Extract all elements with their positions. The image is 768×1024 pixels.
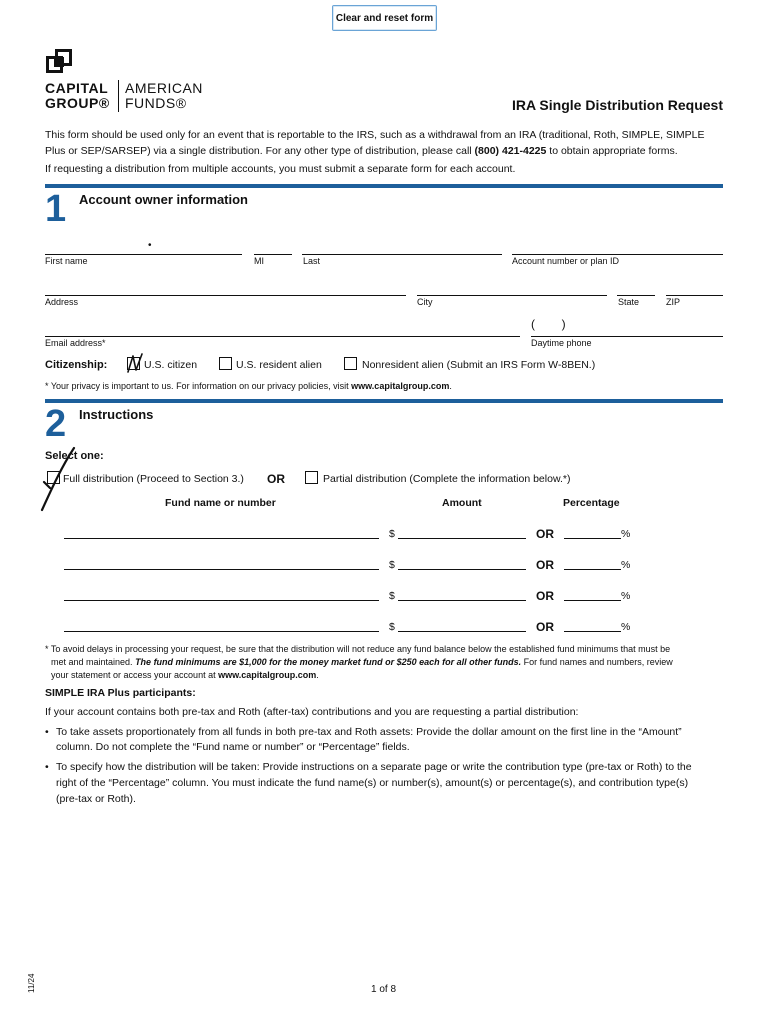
intro-line-2-text: Plus or SEP/SARSEP) via a single distribution. For any other type of distribution, please call (45, 145, 475, 157)
daytime-phone-field[interactable] (531, 336, 723, 337)
fund-name-field[interactable] (64, 569, 379, 570)
address-field[interactable] (45, 295, 406, 296)
fund-name-field[interactable] (64, 631, 379, 632)
form-title: IRA Single Distribution Request (511, 97, 723, 113)
partial-distribution-checkbox[interactable] (305, 471, 318, 484)
privacy-note (45, 380, 725, 393)
privacy-link[interactable]: www.capitalgroup.com (351, 381, 450, 391)
bullet-dot: • (45, 761, 49, 773)
partial-distribution-label: Partial distribution (Complete the information below.*) (323, 473, 571, 485)
city-label: City (417, 297, 433, 307)
address-label: Address (45, 297, 79, 307)
daytime-phone-label: Daytime phone (531, 338, 592, 348)
amount-field[interactable] (398, 631, 526, 632)
section-2-rule (45, 399, 723, 403)
row-or-label: OR (536, 527, 554, 541)
logo-american: AMERICAN (125, 80, 203, 96)
percentage-field[interactable] (564, 631, 621, 632)
logo-capital: CAPITAL (45, 80, 109, 96)
citizenship-label: Citizenship: (45, 359, 108, 371)
phone-number: (800) 421-4225 (474, 145, 547, 157)
state-field[interactable] (617, 295, 655, 296)
row-or-label: OR (536, 620, 554, 634)
row-or-label: OR (536, 589, 554, 603)
fund-name-field[interactable] (64, 538, 379, 539)
section-2-title: Instructions (79, 407, 154, 422)
date-code: 11/24 (27, 973, 36, 993)
bullet-2-line-2: right of the “Percentage” column. You must indicate the fund name(s) or number(s), amount(s) or percentage(s), and contribution type(s) (56, 777, 689, 789)
dollar-sign: $ (389, 528, 395, 540)
first-name-field[interactable] (45, 254, 242, 255)
intro-line-2 (45, 144, 735, 160)
footnote-text-end: For fund names and numbers, review (521, 657, 673, 667)
percentage-field[interactable] (564, 569, 621, 570)
percent-sign: % (621, 590, 631, 602)
last-name-field[interactable] (302, 254, 502, 255)
footnote-text: met and maintained. (51, 657, 136, 667)
bullet-dot: • (45, 726, 49, 738)
fund-name-field[interactable] (64, 600, 379, 601)
percentage-column-header: Percentage (563, 497, 620, 509)
amount-field[interactable] (398, 538, 526, 539)
capital-group-logo-icon (46, 49, 72, 75)
us-citizen-label: U.S. citizen (144, 359, 198, 371)
logo-funds: FUNDS® (125, 95, 187, 111)
footnote-text: your statement or access your account at (51, 670, 219, 680)
state-label: State (618, 297, 640, 307)
dollar-sign: $ (389, 621, 395, 633)
first-name-value: • (148, 240, 152, 251)
amount-field[interactable] (398, 600, 526, 601)
mi-field[interactable] (254, 254, 292, 255)
phone-area-code-parens: ( ) (531, 317, 566, 331)
nonresident-alien-label: Nonresident alien (Submit an IRS Form W-8BEN.) (362, 359, 596, 371)
section-1-number: 1 (45, 188, 67, 230)
bullet-2-line-3: (pre-tax or Roth). (56, 793, 136, 805)
first-name-label: First name (45, 256, 88, 266)
logo-divider (118, 80, 119, 112)
row-or-label: OR (536, 558, 554, 572)
percent-sign: % (621, 528, 631, 540)
privacy-period: . (449, 381, 452, 391)
fund-column-header: Fund name or number (165, 497, 276, 509)
bullet-2-line-1: To specify how the distribution will be taken: Provide instructions on a separate page or write the contribution type (pre-tax or Roth) to the (56, 761, 692, 773)
bullet-1-line-1: To take assets proportionately from all funds in both pre-tax and Roth assets: Provide the dollar amount on the first line in the “Amount” (56, 726, 682, 738)
privacy-text: * Your privacy is important to us. For information on our privacy policies, visit (45, 381, 352, 391)
zip-label: ZIP (666, 297, 681, 307)
logo-group: GROUP® (45, 95, 110, 111)
email-label: Email address* (45, 338, 106, 348)
footnote-link[interactable]: www.capitalgroup.com (218, 670, 317, 680)
last-name-label: Last (303, 256, 321, 266)
us-resident-alien-checkbox[interactable] (219, 357, 232, 370)
email-field[interactable] (45, 336, 520, 337)
intro-line-2-end: to obtain appropriate forms. (546, 145, 678, 157)
simple-ira-intro: If your account contains both pre-tax and Roth (after-tax) contributions and you are requesting a partial distribution: (45, 706, 579, 718)
fund-minimums-note: The fund minimums are $1,000 for the money market fund or $250 each for all other funds. (135, 657, 522, 667)
bullet-1-line-2: column. Do not complete the “Fund name or number” or “Percentage” fields. (56, 741, 410, 753)
percentage-field[interactable] (564, 538, 621, 539)
percent-sign: % (621, 559, 631, 571)
footnote-line-3 (51, 669, 741, 682)
full-distribution-label: Full distribution (Proceed to Section 3.) (63, 473, 244, 485)
select-one-label: Select one: (45, 450, 104, 462)
section-1-title: Account owner information (79, 192, 248, 207)
us-resident-alien-label: U.S. resident alien (236, 359, 322, 371)
percentage-field[interactable] (564, 600, 621, 601)
intro-line-3: If requesting a distribution from multiple accounts, you must submit a separate form for each account. (45, 163, 516, 175)
nonresident-alien-checkbox[interactable] (344, 357, 357, 370)
amount-field[interactable] (398, 569, 526, 570)
section-1-rule (45, 184, 723, 188)
section-2-number: 2 (45, 403, 67, 445)
city-field[interactable] (417, 295, 607, 296)
zip-field[interactable] (666, 295, 723, 296)
account-number-label: Account number or plan ID (512, 256, 620, 266)
footnote-line-2 (51, 656, 741, 669)
footnote-line-1: * To avoid delays in processing your request, be sure that the distribution will not reduce any fund balance below the established fund minimums that must be (45, 644, 671, 654)
page-number: 1 of 8 (371, 984, 397, 995)
percent-sign: % (621, 621, 631, 633)
dollar-sign: $ (389, 590, 395, 602)
account-number-field[interactable] (512, 254, 723, 255)
clear-reset-button[interactable]: Clear and reset form (332, 5, 437, 31)
mi-label: MI (254, 256, 264, 266)
intro-line-1: This form should be used only for an event that is reportable to the IRS, such as a withdrawal from an IRA (traditional, Roth, SIMPLE, SIMPLE (45, 129, 705, 141)
amount-column-header: Amount (442, 497, 482, 509)
footnote-period: . (316, 670, 319, 680)
simple-ira-heading: SIMPLE IRA Plus participants: (45, 687, 196, 699)
or-label: OR (267, 472, 285, 486)
dollar-sign: $ (389, 559, 395, 571)
